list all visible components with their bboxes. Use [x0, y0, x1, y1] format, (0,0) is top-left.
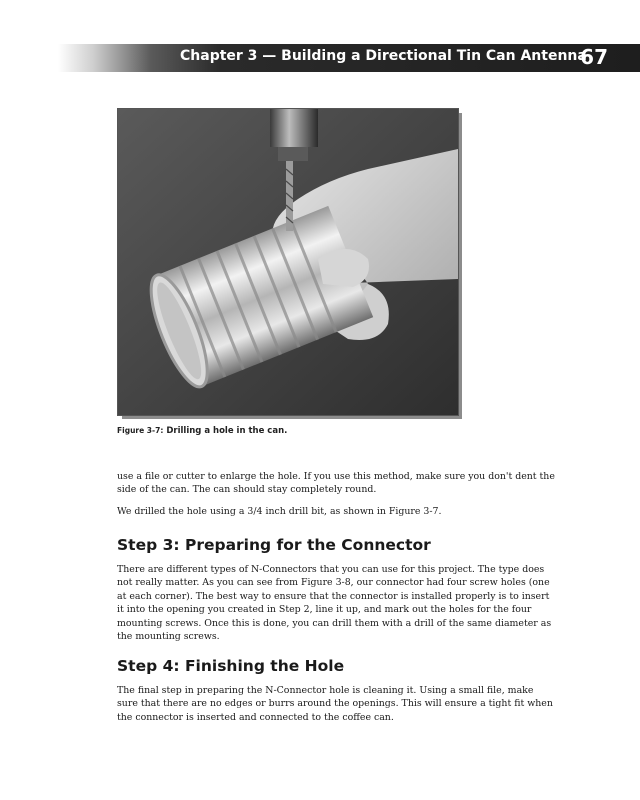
drilling-photo-illustration — [118, 109, 458, 415]
page-number: 67 — [580, 45, 608, 69]
paragraph-hole-enlarge: use a file or cutter to enlarge the hole. If you use this method, make sure you don't dent the side of the can. The can should stay completely round. — [117, 471, 555, 496]
fingers-shape — [318, 249, 369, 287]
figure-caption-text: Drilling a hole in the can. — [166, 426, 288, 436]
section-heading-step4: Step 4: Finishing the Hole — [117, 657, 345, 675]
figure-photo — [117, 108, 459, 416]
section-heading-step3: Step 3: Preparing for the Connector — [117, 536, 431, 554]
section-text-step4: The final step in preparing the N-Connector hole is cleaning it. Using a small file, make sure that there are no edges or burrs around the openings. This will ensure a tight fit when the connector is inserted and connected to the coffee can. — [117, 685, 553, 723]
section-text-step3: There are different types of N-Connectors that you can use for this project. The type does not really matter. As you can see from Figure 3-8, our connector had four screw holes (one at each corner). The best way to ensure that the connector is installed properly is to insert it into the opening you created in Step 2, line it up, and mark out the holes for the four mounting screws. Once this is done, you can drill them with a drill of the same diameter as the mounting screws. — [117, 564, 552, 643]
chapter-title: Chapter 3 — Building a Directional Tin Can Antenna — [180, 48, 587, 64]
drill-collar — [278, 147, 308, 161]
paragraph-drill-bit: We drilled the hole using a 3/4 inch drill bit, as shown in Figure 3-7. — [117, 506, 442, 517]
figure-caption — [117, 426, 287, 436]
figure-label: Figure 3-7: — [117, 426, 164, 435]
drill-chuck — [270, 109, 318, 147]
